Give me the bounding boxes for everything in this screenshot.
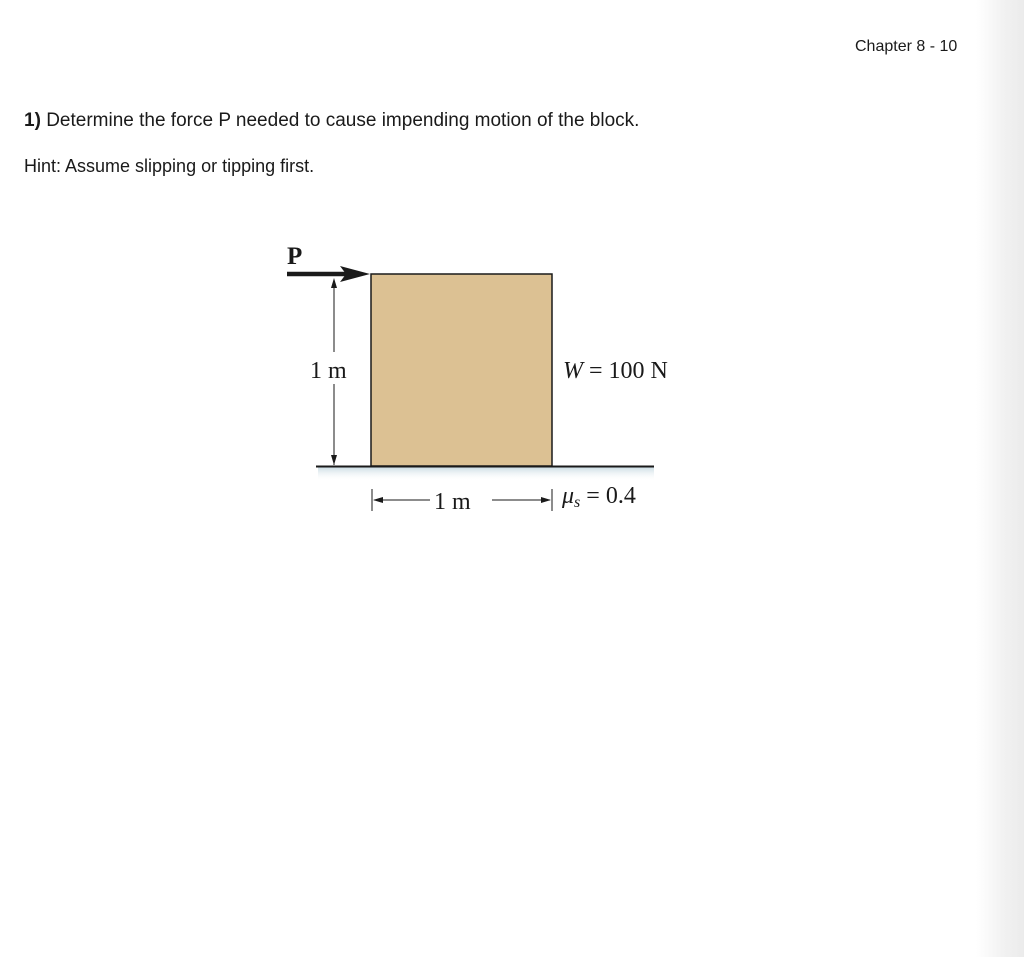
ground-shadow bbox=[318, 467, 654, 481]
chapter-label: Chapter 8 - 10 bbox=[855, 38, 958, 55]
weight-label: W = 100 N bbox=[563, 358, 668, 384]
friction-value: = 0.4 bbox=[586, 483, 636, 509]
friction-label bbox=[561, 483, 636, 511]
width-arrow-right bbox=[541, 497, 551, 503]
force-label: P bbox=[287, 243, 303, 270]
friction-subscript: s bbox=[574, 494, 581, 511]
problem-number: 1) bbox=[24, 110, 41, 131]
block bbox=[371, 274, 552, 466]
height-arrow-bottom bbox=[331, 455, 337, 465]
problem-hint: Hint: Assume slipping or tipping first. bbox=[24, 156, 315, 176]
friction-symbol: μ bbox=[562, 483, 575, 509]
height-arrow-top bbox=[331, 278, 337, 288]
width-arrow-left bbox=[373, 497, 383, 503]
width-label: 1 m bbox=[434, 489, 471, 515]
height-label: 1 m bbox=[310, 358, 347, 384]
problem-question: Determine the force P needed to cause impending motion of the block. bbox=[46, 110, 640, 131]
